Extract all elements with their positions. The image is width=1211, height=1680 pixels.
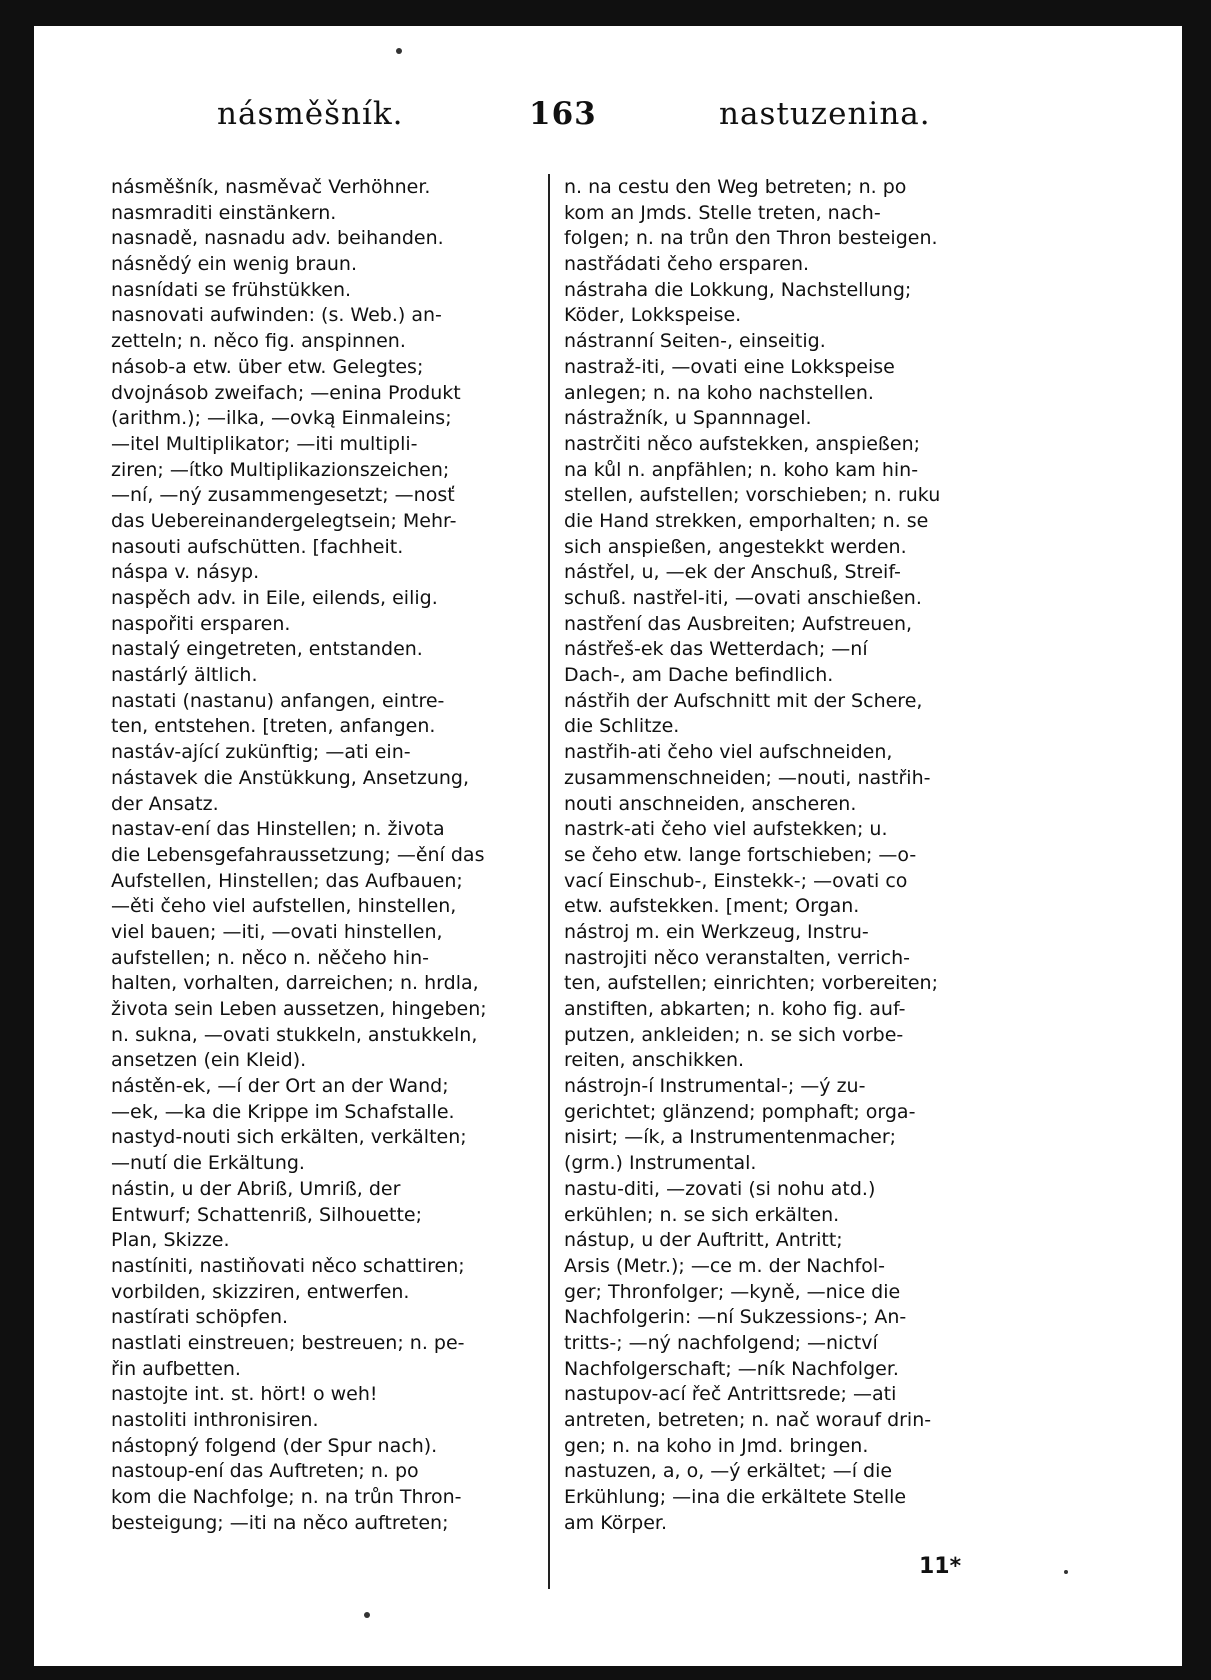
left-column (111, 175, 551, 1536)
entry-line: nástup, u der Auftritt, Antritt; (564, 1229, 843, 1252)
entry-line: erkühlen; n. se sich erkälten. (564, 1203, 840, 1226)
entry-line: na kůl n. anpfählen; n. koho kam hin- (564, 458, 919, 481)
entry-line: dvojnásob zweifach; —enina Produkt (111, 381, 461, 404)
entry-line: Köder, Lokkspeise. (564, 304, 742, 327)
entry-line: folgen; n. na trůn den Thron besteigen. (564, 227, 938, 250)
entry-line: nastati (nastanu) anfangen, eintre- (111, 689, 445, 712)
entry-line: Arsis (Metr.); —ce m. der Nachfol- (564, 1254, 885, 1277)
entry-line: nástěn-ek, —í der Ort an der Wand; (111, 1075, 449, 1098)
print-speck (396, 48, 402, 54)
entry-line: nasnídati se frühstükken. (111, 278, 352, 301)
entry-line: nástrojn-í Instrumental-; —ý zu- (564, 1075, 866, 1098)
entry-line: vací Einschub-, Einstekk-; —ovati co (564, 869, 908, 892)
entry-line: zetteln; n. něco fig. anspinnen. (111, 330, 406, 353)
entry-line: (arithm.); —ilka, —ovką Einmaleins; (111, 407, 452, 430)
entry-line: —nutí die Erkältung. (111, 1152, 305, 1175)
entry-line: etw. aufstekken. [ment; Organ. (564, 895, 860, 918)
entry-line: nasmraditi einstänkern. (111, 201, 337, 224)
entry-line: nastav-ení das Hinstellen; n. života (111, 818, 445, 841)
entry-line: der Ansatz. (111, 792, 219, 815)
entry-line: Erkühlung; —ina die erkältete Stelle (564, 1486, 907, 1509)
entry-line: nástražník, u Spannnagel. (564, 407, 812, 430)
header-right-guide-word: nastuzenina. (719, 96, 931, 132)
entry-line: —ek, —ka die Krippe im Schafstalle. (111, 1100, 455, 1123)
entry-line: —ěti čeho viel aufstellen, hinstellen, (111, 895, 457, 918)
entry-line: nasouti aufschütten. [fachheit. (111, 535, 404, 558)
entry-line: kom an Jmds. Stelle treten, nach- (564, 201, 881, 224)
entry-line: sich anspießen, angestekkt werden. (564, 535, 907, 558)
entry-line: anlegen; n. na koho nachstellen. (564, 381, 874, 404)
entry-line: Nachfolgerin: —ní Sukzessions-; An- (564, 1306, 907, 1329)
entry-line: nastíniti, nastiňovati něco schattiren; (111, 1254, 465, 1277)
entry-line: nastírati schöpfen. (111, 1306, 289, 1329)
entry-line: nastuzen, a, o, —ý erkältet; —í die (564, 1460, 893, 1483)
entry-line: n. na cestu den Weg betreten; n. po (564, 176, 907, 198)
entry-line: nastrojiti něco veranstalten, verrich- (564, 946, 911, 969)
entry-line: násměšník, nasměvač Verhöhner. (111, 176, 431, 198)
entry-line: nastřih-ati čeho viel aufschneiden, (564, 741, 893, 764)
entry-line: naspořiti ersparen. (111, 612, 291, 635)
entry-line: nástroj m. ein Werkzeug, Instru- (564, 920, 869, 943)
entry-line: nasnovati aufwinden: (s. Web.) an- (111, 304, 442, 327)
entry-line: nastoliti inthronisiren. (111, 1409, 319, 1431)
entry-line: nastlati einstreuen; bestreuen; n. pe- (111, 1331, 465, 1354)
entry-line: (grm.) Instrumental. (564, 1152, 757, 1175)
entry-line: násnědý ein wenig braun. (111, 253, 357, 276)
entry-line: nástřel, u, —ek der Anschuß, Streif- (564, 561, 901, 584)
entry-line: nastu-diti, —zovati (si nohu atd.) (564, 1177, 876, 1200)
entry-line: ansetzen (ein Kleid). (111, 1049, 307, 1072)
header-left-guide-word: násměšník. (217, 96, 404, 132)
entry-line: kom die Nachfolge; n. na trůn Thron- (111, 1486, 462, 1509)
entry-line: nastraž-iti, —ovati eine Lokkspeise (564, 355, 895, 378)
print-speck (364, 1612, 370, 1618)
entry-line: nastřádati čeho ersparen. (564, 253, 810, 276)
entry-line: nouti anschneiden, anscheren. (564, 792, 857, 815)
entry-line: nastření das Ausbreiten; Aufstreuen, (564, 612, 913, 635)
entry-line: reiten, anschikken. (564, 1049, 745, 1072)
entry-line: násob-a etw. über etw. Gelegtes; (111, 355, 424, 378)
entry-line: gerichtet; glänzend; pomphaft; orga- (564, 1100, 916, 1123)
entry-line: stellen, aufstellen; vorschieben; n. ruku (564, 484, 941, 507)
entry-line: viel bauen; —iti, —ovati hinstellen, (111, 920, 443, 943)
signature-mark: 11* (919, 1554, 962, 1579)
entry-line: nástraha die Lokkung, Nachstellung; (564, 278, 912, 301)
entry-line: naspěch adv. in Eile, eilends, eilig. (111, 587, 438, 609)
entry-line: Dach-, am Dache befindlich. (564, 664, 834, 687)
entry-line: Nachfolgerschaft; —ník Nachfolger. (564, 1357, 899, 1380)
entry-line: ten, aufstellen; einrichten; vorbereiten; (564, 972, 938, 995)
entry-line: Aufstellen, Hinstellen; das Aufbauen; (111, 869, 463, 892)
entry-line: —itel Multiplikator; —iti multipli- (111, 432, 418, 455)
entry-line: nástavek die Anstükkung, Ansetzung, (111, 766, 470, 789)
entry-line: se čeho etw. lange fortschieben; —o- (564, 843, 917, 866)
entry-line: —ní, —ný zusammengesetzt; —nosť (111, 484, 455, 507)
entry-line: ger; Thronfolger; —kyně, —nice die (564, 1280, 901, 1303)
entry-line: zusammenschneiden; —nouti, nastřih- (564, 766, 931, 789)
entry-line: tritts-; —ný nachfolgend; —nictví (564, 1331, 878, 1354)
entry-line: nastrk-ati čeho viel aufstekken; u. (564, 818, 888, 841)
entry-line: nástopný folgend (der Spur nach). (111, 1434, 438, 1457)
entry-line: nisirt; —ík, a Instrumentenmacher; (564, 1126, 897, 1149)
entry-line: das Uebereinandergelegtsein; Mehr- (111, 509, 457, 532)
entry-line: nástřeš-ek das Wetterdach; —ní (564, 638, 868, 661)
entry-line: nastoup-ení das Auftreten; n. po (111, 1460, 419, 1483)
entry-line: aufstellen; n. něco n. něčeho hin- (111, 946, 430, 969)
entry-line: antreten, betreten; n. nač worauf drin- (564, 1409, 932, 1431)
entry-line: ziren; —ítko Multiplikazionszeichen; (111, 458, 450, 481)
entry-line: řin aufbetten. (111, 1357, 241, 1380)
entry-line: n. sukna, —ovati stukkeln, anstukkeln, (111, 1023, 478, 1046)
entry-line: ten, entstehen. [treten, anfangen. (111, 715, 436, 738)
page-number: 163 (529, 96, 597, 132)
entry-line: nastupov-ací řeč Antrittsrede; —ati (564, 1383, 897, 1406)
entry-line: vorbilden, skizziren, entwerfen. (111, 1280, 410, 1303)
entry-line: nástin, u der Abriß, Umriß, der (111, 1177, 401, 1200)
entry-line: nástranní Seiten-, einseitig. (564, 330, 826, 353)
entry-line: anstiften, abkarten; n. koho fig. auf- (564, 998, 906, 1020)
entry-line: života sein Leben aussetzen, hingeben; (111, 998, 487, 1020)
entry-line: die Lebensgefahraussetzung; —ění das (111, 843, 485, 866)
entry-line: nastrčiti něco aufstekken, anspießen; (564, 432, 921, 455)
entry-line: nastojte int. st. hört! o weh! (111, 1383, 378, 1406)
entry-line: halten, vorhalten, darreichen; n. hrdla, (111, 972, 479, 995)
entry-line: die Schlitze. (564, 715, 680, 738)
entry-line: nastalý eingetreten, entstanden. (111, 638, 423, 661)
entry-line: náspa v. násyp. (111, 561, 260, 584)
entry-line: Plan, Skizze. (111, 1229, 230, 1252)
entry-line: nastárlý ältlich. (111, 664, 258, 687)
entry-line: nasnadě, nasnadu adv. beihanden. (111, 227, 444, 250)
entry-line: schuß. nastřel-iti, —ovati anschießen. (564, 587, 922, 609)
entry-line: am Körper. (564, 1511, 667, 1534)
entry-line: gen; n. na koho in Jmd. bringen. (564, 1434, 869, 1457)
entry-line: nástřih der Aufschnitt mit der Schere, (564, 689, 923, 712)
right-column (564, 175, 1004, 1536)
dictionary-page (34, 26, 1182, 1666)
page-header (34, 96, 1182, 156)
entry-line: die Hand strekken, emporhalten; n. se (564, 509, 929, 532)
entry-line: besteigung; —iti na něco auftreten; (111, 1511, 449, 1534)
entry-line: putzen, ankleiden; n. se sich vorbe- (564, 1023, 904, 1046)
print-speck (1064, 1570, 1068, 1574)
entry-line: nastáv-ající zukünftig; —ati ein- (111, 741, 411, 764)
entry-line: nastyd-nouti sich erkälten, verkälten; (111, 1126, 467, 1149)
entry-line: Entwurf; Schattenriß, Silhouette; (111, 1203, 422, 1226)
